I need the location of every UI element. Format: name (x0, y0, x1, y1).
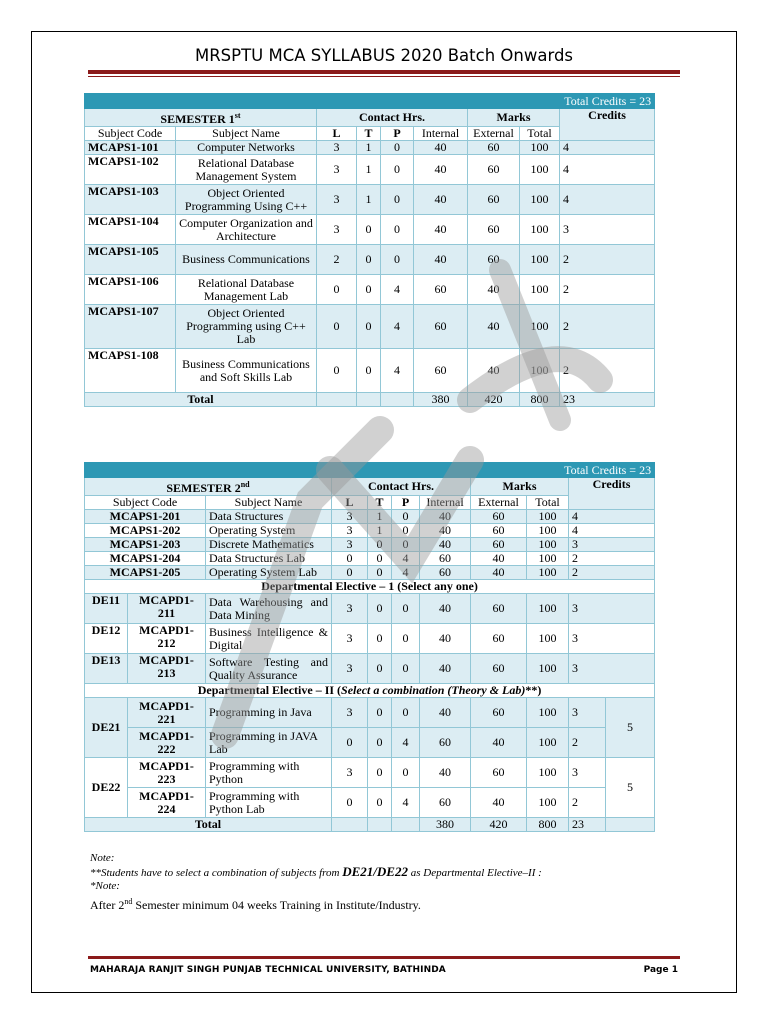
hours-l: 0 (332, 566, 368, 580)
credits-value: 4 (569, 510, 655, 524)
marks-internal: 40 (420, 698, 471, 728)
marks-total: 100 (527, 758, 569, 788)
hours-p: 0 (381, 215, 414, 245)
credits-value: 3 (560, 215, 655, 245)
hours-t: 0 (368, 624, 392, 654)
marks-external: 40 (468, 275, 520, 305)
elective-2-heading: Departmental Elective – II (Select a combination (Theory & Lab)**) (85, 684, 655, 698)
marks-external: 40 (468, 305, 520, 349)
credits-value: 2 (569, 552, 655, 566)
col-t: T (368, 496, 392, 510)
subject-name: Software Testing and Quality Assurance (206, 654, 332, 684)
table-row (85, 510, 655, 524)
col-internal: Internal (420, 496, 471, 510)
hours-l: 2 (317, 245, 357, 275)
elective-group: DE13 (85, 654, 128, 684)
credits-value: 2 (560, 305, 655, 349)
col-internal: Internal (414, 127, 468, 141)
hours-l: 0 (332, 788, 368, 818)
marks-total: 100 (520, 215, 560, 245)
col-subject-code: Subject Code (85, 496, 206, 510)
page-title: MRSPTU MCA SYLLABUS 2020 Batch Onwards (194, 46, 574, 65)
elective-row (85, 654, 655, 684)
notes-section (90, 852, 690, 912)
marks-external: 60 (468, 185, 520, 215)
elective-row (85, 698, 655, 728)
credits-value: 2 (560, 245, 655, 275)
credits-value: 3 (569, 538, 655, 552)
hours-t: 0 (368, 552, 392, 566)
table-row (85, 155, 655, 185)
total-internal: 380 (414, 393, 468, 407)
marks-internal: 40 (414, 155, 468, 185)
subject-code: MCAPS1-105 (85, 245, 176, 275)
subject-code: MCAPD1-211 (128, 594, 206, 624)
col-l: L (332, 496, 368, 510)
marks-external: 60 (468, 215, 520, 245)
hours-p: 4 (381, 305, 414, 349)
semester-2-table (84, 462, 655, 832)
subject-name: Object Oriented Programming using C++ Lab (176, 305, 317, 349)
hours-l: 3 (317, 141, 357, 155)
col-subject-name: Subject Name (206, 496, 332, 510)
note-line-2: After 2nd Semester minimum 04 weeks Training in Institute/Industry. (90, 897, 421, 912)
hours-l: 3 (317, 215, 357, 245)
hours-l: 0 (317, 275, 357, 305)
marks-internal: 40 (420, 510, 471, 524)
marks-external: 60 (471, 510, 527, 524)
elective-row (85, 594, 655, 624)
group-credits: 5 (606, 758, 655, 818)
col-l: L (317, 127, 357, 141)
subject-name: Operating System Lab (206, 566, 332, 580)
subject-code: MCAPD1-213 (128, 654, 206, 684)
hours-l: 0 (317, 349, 357, 393)
hours-p: 4 (392, 566, 420, 580)
subject-code: MCAPS1-108 (85, 349, 176, 393)
marks-internal: 40 (420, 538, 471, 552)
hours-t: 0 (357, 215, 381, 245)
marks-external: 40 (471, 728, 527, 758)
marks-internal: 40 (414, 185, 468, 215)
total-external: 420 (468, 393, 520, 407)
marks-external: 60 (471, 758, 527, 788)
marks-total: 100 (527, 510, 569, 524)
total-credits: 23 (560, 393, 655, 407)
hours-t: 0 (368, 566, 392, 580)
marks-external: 40 (471, 788, 527, 818)
subject-code: MCAPS1-205 (85, 566, 206, 580)
col-p: P (381, 127, 414, 141)
hours-p: 0 (392, 510, 420, 524)
credits-value: 3 (569, 624, 655, 654)
table-row (85, 538, 655, 552)
hours-t: 0 (368, 758, 392, 788)
elective-row (85, 788, 655, 818)
credits-header: Credits (569, 478, 655, 510)
hours-l: 3 (317, 155, 357, 185)
hours-p: 4 (381, 349, 414, 393)
table-row (85, 141, 655, 155)
subject-code: MCAPS1-107 (85, 305, 176, 349)
subject-name: Computer Organization and Architecture (176, 215, 317, 245)
hours-l: 3 (332, 698, 368, 728)
subject-code: MCAPD1-222 (128, 728, 206, 758)
marks-external: 60 (468, 141, 520, 155)
col-p: P (392, 496, 420, 510)
hours-p: 0 (381, 155, 414, 185)
marks-internal: 60 (420, 566, 471, 580)
total-label: Total (85, 818, 332, 832)
marks-total: 100 (527, 788, 569, 818)
elective-1-heading: Departmental Elective – 1 (Select any one) (85, 580, 655, 594)
contact-hrs-header: Contact Hrs. (317, 109, 468, 127)
group-credits: 5 (606, 698, 655, 758)
marks-external: 60 (471, 524, 527, 538)
marks-internal: 60 (414, 275, 468, 305)
subject-name: Programming in Java (206, 698, 332, 728)
hours-t: 0 (357, 349, 381, 393)
table-row (85, 275, 655, 305)
footer-page-number: Page 1 (643, 965, 678, 975)
credits-value: 2 (569, 566, 655, 580)
hours-p: 0 (392, 624, 420, 654)
marks-internal: 40 (414, 141, 468, 155)
hours-p: 0 (392, 758, 420, 788)
table-row (85, 552, 655, 566)
hours-l: 3 (332, 524, 368, 538)
hours-p: 0 (381, 185, 414, 215)
table-row (85, 305, 655, 349)
subject-code: MCAPD1-223 (128, 758, 206, 788)
marks-total: 100 (520, 141, 560, 155)
hours-l: 3 (332, 758, 368, 788)
col-subject-name: Subject Name (176, 127, 317, 141)
marks-total: 100 (520, 245, 560, 275)
credits-value: 4 (560, 185, 655, 215)
marks-internal: 40 (414, 215, 468, 245)
marks-internal: 60 (420, 788, 471, 818)
total-marks: 800 (520, 393, 560, 407)
subject-name: Operating System (206, 524, 332, 538)
subject-code: MCAPD1-224 (128, 788, 206, 818)
marks-total: 100 (527, 728, 569, 758)
subject-name: Data Structures Lab (206, 552, 332, 566)
marks-external: 60 (471, 624, 527, 654)
hours-t: 0 (368, 594, 392, 624)
subject-code: MCAPS1-101 (85, 141, 176, 155)
hours-t: 0 (357, 305, 381, 349)
marks-total: 100 (527, 624, 569, 654)
table-row (85, 566, 655, 580)
hours-t: 0 (368, 654, 392, 684)
total-internal: 380 (420, 818, 471, 832)
total-label: Total (85, 393, 317, 407)
elective-row (85, 728, 655, 758)
credits-value: 2 (569, 728, 606, 758)
marks-external: 60 (471, 698, 527, 728)
marks-internal: 60 (414, 349, 468, 393)
marks-external: 60 (471, 654, 527, 684)
marks-internal: 40 (420, 594, 471, 624)
hours-p: 4 (381, 275, 414, 305)
hours-t: 0 (368, 788, 392, 818)
elective-group: DE11 (85, 594, 128, 624)
marks-external: 60 (471, 538, 527, 552)
total-external: 420 (471, 818, 527, 832)
subject-code: MCAPS1-106 (85, 275, 176, 305)
subject-name: Business Communications and Soft Skills Lab (176, 349, 317, 393)
note-2-label: *Note: (90, 880, 120, 892)
marks-external: 40 (471, 566, 527, 580)
subject-name: Programming with Python (206, 758, 332, 788)
total-marks: 800 (527, 818, 569, 832)
marks-total: 100 (520, 305, 560, 349)
hours-t: 1 (357, 155, 381, 185)
hours-p: 4 (392, 728, 420, 758)
marks-total: 100 (527, 698, 569, 728)
hours-l: 3 (332, 538, 368, 552)
hours-t: 0 (357, 275, 381, 305)
credits-value: 2 (560, 275, 655, 305)
marks-total: 100 (527, 566, 569, 580)
marks-total: 100 (527, 594, 569, 624)
note-line-1: **Students have to select a combination of subjects from DE21/DE22 as Departmental Elective–II : (90, 864, 542, 879)
subject-code: MCAPS1-203 (85, 538, 206, 552)
subject-code: MCAPS1-204 (85, 552, 206, 566)
subject-name: Discrete Mathematics (206, 538, 332, 552)
hours-p: 0 (392, 698, 420, 728)
marks-total: 100 (520, 155, 560, 185)
marks-internal: 40 (420, 654, 471, 684)
total-credits-label: Total Credits = 23 (85, 94, 655, 109)
hours-l: 3 (332, 510, 368, 524)
col-total: Total (520, 127, 560, 141)
credits-value: 2 (569, 788, 606, 818)
marks-internal: 60 (414, 305, 468, 349)
hours-t: 1 (368, 510, 392, 524)
col-external: External (471, 496, 527, 510)
hours-t: 0 (357, 245, 381, 275)
hours-p: 4 (392, 788, 420, 818)
marks-external: 60 (468, 155, 520, 185)
subject-name: Data Warehousing and Data Mining (206, 594, 332, 624)
table-row (85, 524, 655, 538)
marks-header: Marks (468, 109, 560, 127)
elective-row (85, 624, 655, 654)
subject-name: Relational Database Management Lab (176, 275, 317, 305)
col-external: External (468, 127, 520, 141)
elective-group: DE12 (85, 624, 128, 654)
marks-header: Marks (471, 478, 569, 496)
subject-name: Object Oriented Programming Using C++ (176, 185, 317, 215)
semester-label: SEMESTER 1st (85, 109, 317, 127)
hours-p: 0 (392, 654, 420, 684)
elective-group: DE22 (85, 758, 128, 818)
credits-value: 3 (569, 594, 655, 624)
hours-p: 0 (381, 141, 414, 155)
marks-internal: 40 (414, 245, 468, 275)
subject-code: MCAPS1-104 (85, 215, 176, 245)
marks-external: 60 (471, 594, 527, 624)
subject-code: MCAPS1-103 (85, 185, 176, 215)
subject-code: MCAPD1-212 (128, 624, 206, 654)
hours-t: 1 (357, 141, 381, 155)
semester-1-table (84, 93, 655, 407)
credits-value: 3 (569, 698, 606, 728)
col-t: T (357, 127, 381, 141)
hours-l: 0 (317, 305, 357, 349)
hours-p: 4 (392, 552, 420, 566)
marks-total: 100 (520, 185, 560, 215)
credits-value: 4 (569, 524, 655, 538)
subject-code: MCAPD1-221 (128, 698, 206, 728)
marks-total: 100 (527, 654, 569, 684)
subject-name: Programming in JAVA Lab (206, 728, 332, 758)
title-rule-thin (88, 76, 680, 77)
subject-code: MCAPS1-201 (85, 510, 206, 524)
total-credits: 23 (569, 818, 606, 832)
elective-row (85, 758, 655, 788)
subject-code: MCAPS1-202 (85, 524, 206, 538)
marks-total: 100 (527, 552, 569, 566)
note-label: Note: (90, 852, 115, 864)
credits-value: 4 (560, 155, 655, 185)
marks-internal: 40 (420, 524, 471, 538)
marks-total: 100 (520, 349, 560, 393)
hours-t: 0 (368, 728, 392, 758)
hours-l: 3 (332, 624, 368, 654)
credits-value: 4 (560, 141, 655, 155)
credits-value: 2 (560, 349, 655, 393)
credits-value: 3 (569, 654, 655, 684)
hours-t: 1 (368, 524, 392, 538)
marks-total: 100 (527, 538, 569, 552)
elective-group: DE21 (85, 698, 128, 758)
credits-header: Credits (560, 109, 655, 141)
hours-l: 3 (332, 594, 368, 624)
marks-external: 60 (468, 245, 520, 275)
hours-p: 0 (392, 538, 420, 552)
subject-code: MCAPS1-102 (85, 155, 176, 185)
marks-internal: 40 (420, 758, 471, 788)
table-row (85, 245, 655, 275)
title-rule (88, 70, 680, 74)
marks-external: 40 (471, 552, 527, 566)
hours-l: 0 (332, 728, 368, 758)
footer-university: MAHARAJA RANJIT SINGH PUNJAB TECHNICAL UNIVERSITY, BATHINDA (90, 965, 446, 975)
marks-external: 40 (468, 349, 520, 393)
subject-name: Data Structures (206, 510, 332, 524)
col-total: Total (527, 496, 569, 510)
contact-hrs-header: Contact Hrs. (332, 478, 471, 496)
table-row (85, 215, 655, 245)
col-subject-code: Subject Code (85, 127, 176, 141)
hours-p: 0 (392, 524, 420, 538)
table-row (85, 185, 655, 215)
footer-rule (88, 956, 680, 959)
hours-l: 3 (332, 654, 368, 684)
subject-name: Business Communications (176, 245, 317, 275)
total-credits-label: Total Credits = 23 (85, 463, 655, 478)
hours-t: 0 (368, 538, 392, 552)
hours-l: 3 (317, 185, 357, 215)
subject-name: Relational Database Management System (176, 155, 317, 185)
hours-t: 0 (368, 698, 392, 728)
subject-name: Computer Networks (176, 141, 317, 155)
credits-value: 3 (569, 758, 606, 788)
subject-name: Programming with Python Lab (206, 788, 332, 818)
semester-label: SEMESTER 2nd (85, 478, 332, 496)
marks-total: 100 (527, 524, 569, 538)
table-row (85, 349, 655, 393)
hours-l: 0 (332, 552, 368, 566)
marks-total: 100 (520, 275, 560, 305)
hours-t: 1 (357, 185, 381, 215)
hours-p: 0 (392, 594, 420, 624)
marks-internal: 60 (420, 552, 471, 566)
hours-p: 0 (381, 245, 414, 275)
marks-internal: 60 (420, 728, 471, 758)
marks-internal: 40 (420, 624, 471, 654)
subject-name: Business Intelligence & Digital (206, 624, 332, 654)
